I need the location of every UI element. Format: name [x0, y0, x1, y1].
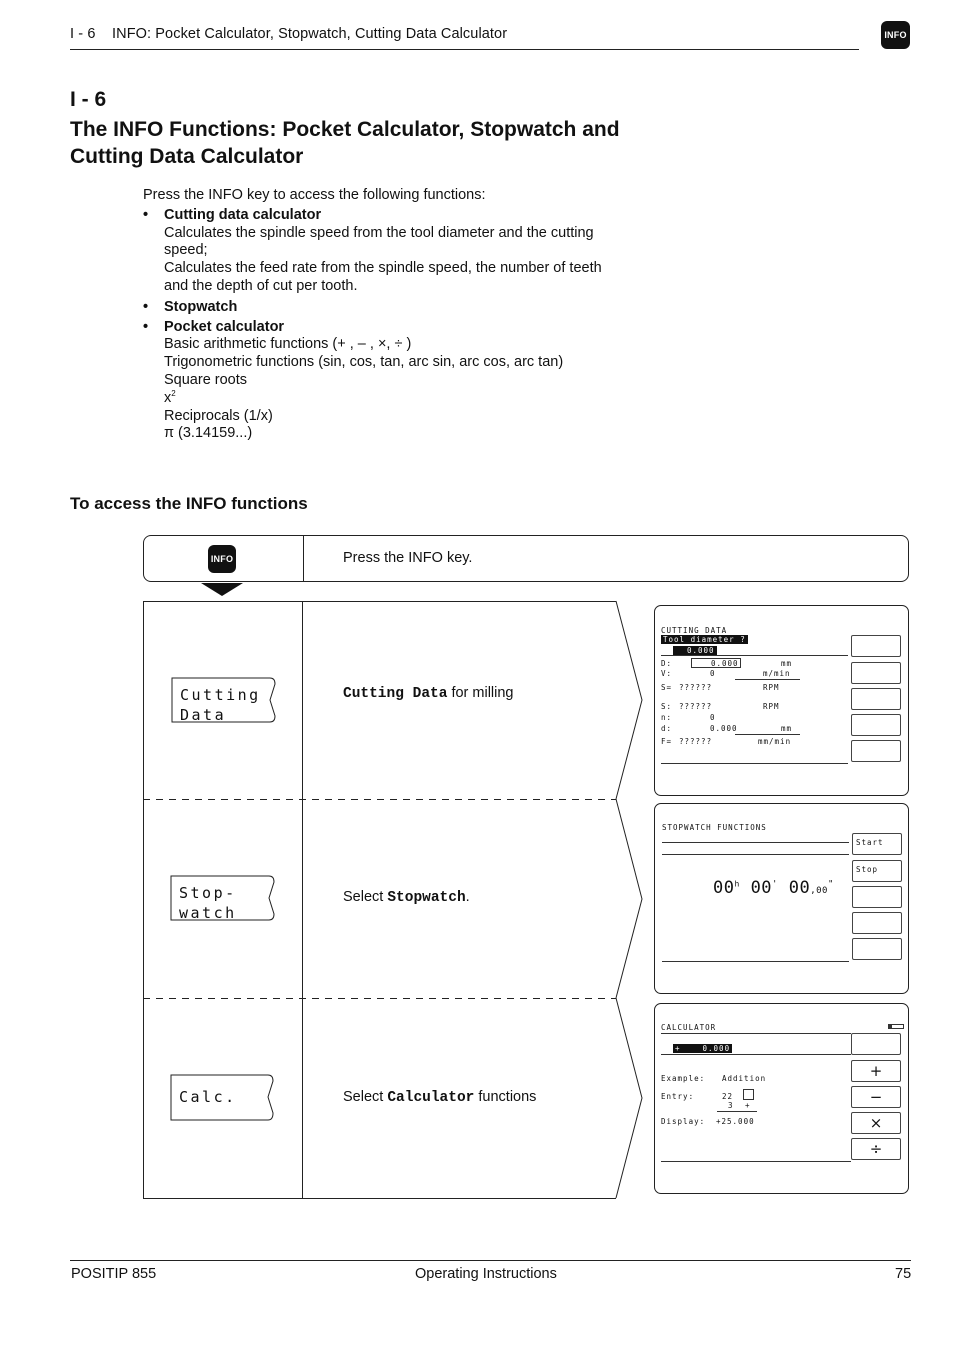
screen-softkey: [852, 912, 902, 934]
screen-rule: [735, 734, 800, 735]
screen-softkey: [851, 688, 901, 710]
function-desc: for milling: [447, 685, 514, 701]
softkey-label: Data: [180, 706, 227, 724]
row-unit: RPM: [763, 702, 780, 711]
cutting-data-screen: [654, 605, 909, 796]
bullet-line: [164, 390, 623, 408]
footer-doc-title: Operating Instructions: [415, 1266, 557, 1282]
row-label: F=: [661, 737, 673, 746]
row-label: d:: [661, 724, 673, 733]
bullet-line: Reciprocals (1/x): [164, 407, 273, 424]
function-desc: functions: [474, 1089, 537, 1105]
select-word: Select: [343, 1089, 388, 1105]
entry-label: Entry:: [661, 1092, 695, 1101]
x-base: x: [164, 389, 172, 406]
bullet-line: Basic arithmetic functions (+ , – , ×, ÷ ): [164, 336, 412, 353]
step-text-calc: [343, 1089, 536, 1106]
stopwatch-softkey[interactable]: [171, 876, 237, 923]
screen-rule: [661, 763, 848, 764]
minutes-unit: ': [772, 879, 778, 890]
screen-title: CUTTING DATA: [661, 626, 728, 635]
bullet-cutting: [143, 207, 623, 296]
row-value: ??????: [679, 737, 713, 746]
cutting-data-softkey[interactable]: [172, 678, 261, 725]
minus-softkey: −: [851, 1086, 901, 1108]
row-unit: mm: [781, 659, 793, 668]
multiply-softkey: ×: [851, 1112, 901, 1134]
page-title: The INFO Functions: Pocket Calculator, Stopwatch and Cutting Data Calculator: [70, 118, 620, 168]
stopwatch-time: [713, 878, 834, 898]
footer-product: POSITIP 855: [71, 1266, 157, 1282]
column-divider: [303, 536, 304, 581]
screen-softkey: [852, 886, 902, 908]
screen-rule: [661, 655, 848, 656]
row-label: D:: [661, 659, 673, 668]
screen-rule: [662, 842, 849, 843]
footer-rule: [70, 1260, 911, 1261]
screen-softkey: [851, 662, 901, 684]
screen-rule: [661, 1054, 851, 1055]
header-rule: [70, 49, 859, 50]
row-value: 0: [710, 713, 716, 722]
screen-softkey: [851, 714, 901, 736]
entry-a: 22: [722, 1092, 734, 1101]
screen-softkey: [852, 938, 902, 960]
row-unit: mm/min: [758, 737, 792, 746]
screen-rule: [735, 679, 800, 680]
minutes: 00: [750, 878, 773, 898]
function-name: Stopwatch: [387, 890, 466, 906]
screen-title: STOPWATCH FUNCTIONS: [662, 823, 767, 832]
row-unit: m/min: [763, 669, 791, 678]
screen-softkey: [851, 740, 901, 762]
bullet-line: Trigonometric functions (sin, cos, tan, arc sin, arc cos, arc tan): [164, 354, 564, 371]
step-text-stopwatch: [343, 889, 470, 906]
example-label: Example:: [661, 1074, 706, 1083]
row-value: ??????: [679, 702, 713, 711]
row-unit: mm: [781, 724, 793, 733]
entry-b: 3: [728, 1101, 734, 1110]
softkey-label: Cutting: [180, 686, 261, 704]
row-unit: RPM: [763, 683, 780, 692]
step-press-info: [143, 535, 909, 582]
softkey-label: watch: [179, 904, 237, 922]
row-label: S=: [661, 683, 673, 692]
bullet-title: Stopwatch: [164, 298, 238, 315]
softkey-label: Stop-: [179, 884, 237, 902]
section-number: I - 6: [70, 88, 107, 111]
calculator-icon: [888, 1024, 904, 1029]
display-label: Display:: [661, 1117, 706, 1126]
screen-softkey: [851, 1033, 901, 1055]
x-exponent: 2: [171, 388, 176, 398]
intro-block: [143, 187, 623, 443]
punct: .: [465, 889, 470, 905]
function-name: Calculator: [387, 1090, 475, 1106]
screen-prompt: Tool diameter ?: [663, 635, 746, 644]
bullet-stopwatch: [143, 299, 623, 317]
screen-rule: [661, 1161, 851, 1162]
hours: 00: [713, 878, 735, 898]
info-key-icon[interactable]: INFO: [208, 545, 236, 573]
start-softkey: Start: [852, 833, 902, 855]
bullet-title: Cutting data calculator: [164, 206, 322, 223]
example-value: Addition: [722, 1074, 767, 1083]
page-number: 75: [895, 1266, 912, 1282]
screen-rule: [661, 1033, 851, 1034]
function-name: Cutting Data: [343, 686, 448, 702]
softkey-label: Calc.: [179, 1088, 237, 1106]
row-value: 0: [710, 669, 716, 678]
stop-softkey: Stop: [852, 860, 902, 882]
info-key-icon: INFO: [881, 21, 910, 49]
screen-rule: [717, 1111, 757, 1112]
screen-softkey: [851, 635, 901, 657]
calc-input: + 0.000: [675, 1044, 731, 1053]
intro-text: Press the INFO key to access the following functions:: [143, 187, 486, 203]
running-header: I - 6 INFO: Pocket Calculator, Stopwatch, Cutting Data Calculator: [70, 26, 508, 42]
seconds-unit: ": [827, 879, 834, 890]
seconds: 00: [788, 878, 811, 898]
display-value: +25.000: [716, 1117, 755, 1126]
arrow-down-icon: [201, 583, 243, 596]
fraction: ,00: [810, 886, 828, 896]
screen-title: CALCULATOR: [661, 1023, 717, 1032]
row-value: ??????: [679, 683, 713, 692]
calc-softkey[interactable]: [171, 1075, 237, 1107]
row-value: 0.000: [710, 724, 738, 733]
row-value: 0.000: [711, 659, 739, 668]
bullet-title: Pocket calculator: [164, 318, 285, 335]
plus-softkey: +: [851, 1060, 901, 1082]
divide-softkey: ÷: [851, 1138, 901, 1160]
bullet-line: π (3.14159...): [164, 425, 253, 442]
stopwatch-screen: [654, 803, 909, 994]
screen-rule: [662, 961, 849, 962]
calculator-screen: [654, 1003, 909, 1194]
screen-input: 0.000: [673, 646, 717, 655]
bullet-line: Square roots: [164, 371, 248, 388]
enter-key-icon: [743, 1089, 754, 1100]
entry-key: +: [745, 1101, 751, 1110]
row-label: n:: [661, 713, 673, 722]
step-text: Press the INFO key.: [343, 550, 473, 566]
subsection-title: To access the INFO functions: [70, 494, 308, 513]
hours-unit: h: [734, 879, 740, 889]
bullet-line: Calculates the spindle speed from the tool diameter and the cutting speed;: [164, 224, 594, 259]
bullet-line: Calculates the feed rate from the spindle speed, the number of teeth and the depth of cut per tooth.: [164, 260, 602, 294]
screen-rule: [662, 854, 849, 855]
bullet-calculator: [143, 319, 623, 444]
select-word: Select: [343, 889, 388, 905]
step-text-cutting: [343, 685, 514, 702]
row-label: V:: [661, 669, 673, 678]
row-label: S:: [661, 702, 673, 711]
